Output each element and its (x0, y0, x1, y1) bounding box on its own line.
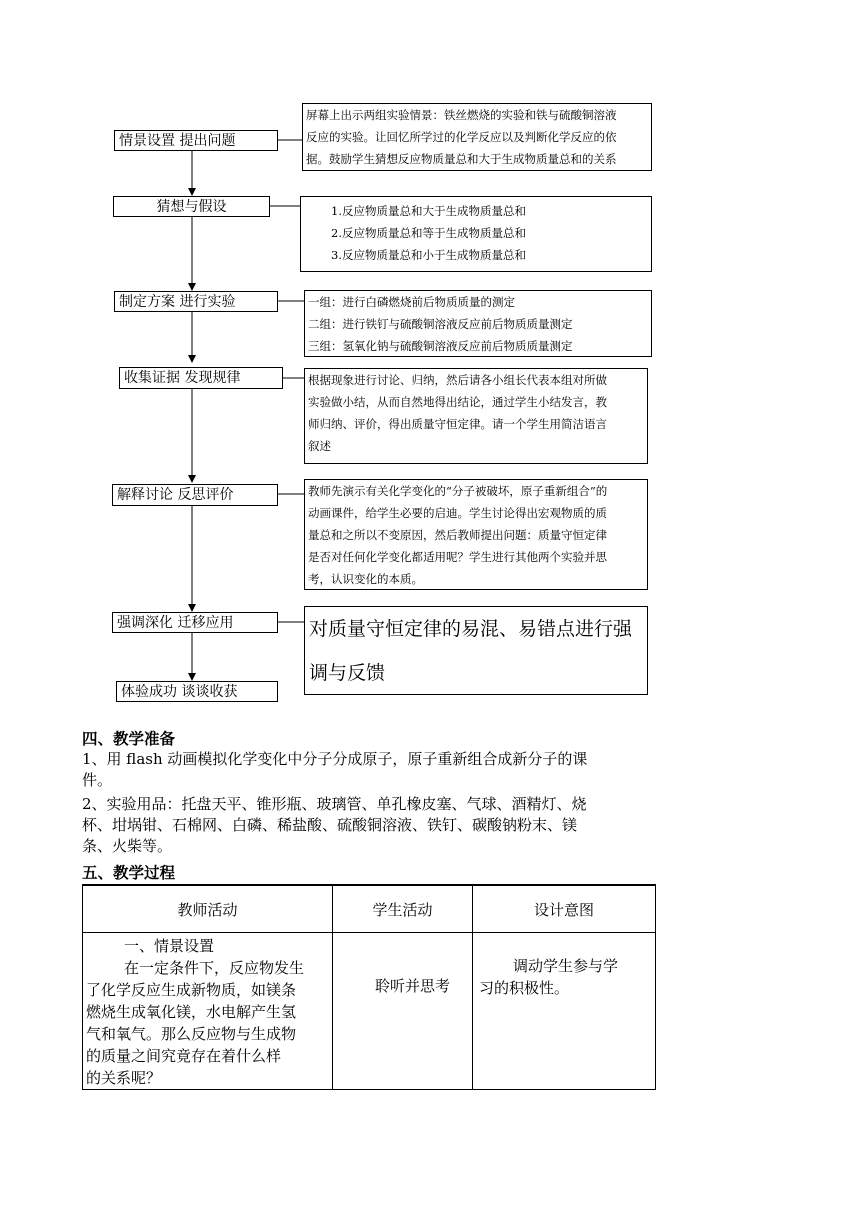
column-header-student: 学生活动 (333, 885, 473, 933)
student-activity-cell: 聆听并思考 (333, 933, 473, 1090)
flow-note-3: 一组：进行白磷燃烧前后物质质量的测定 二组：进行铁钉与硫酸铜溶液反应前后物质质量测定 三组：氢氧化钠与硫酸铜溶液反应前后物质质量测定 (304, 290, 652, 357)
flow-note-6: 对质量守恒定律的易混、易错点进行强 调与反馈 (304, 606, 648, 695)
column-header-intent: 设计意图 (473, 885, 656, 933)
prep-item-2: 2、实验用品：托盘天平、锥形瓶、玻璃管、单孔橡皮塞、气球、酒精灯、烧 杯、坩埚钳、石棉网、白磷、稀盐酸、硫酸铜溶液、铁钉、碳酸钠粉末、镁 条、火柴等。 (82, 795, 587, 855)
flow-step-5: 解释讨论 反思评价 (112, 484, 278, 506)
flow-step-2: 猜想与假设 (113, 196, 270, 217)
flow-step-1: 情景设置 提出问题 (114, 130, 278, 151)
prep-item-1: 1、用 flash 动画模拟化学变化中分子分成原子，原子重新组合成新分子的课 件。 (82, 750, 588, 789)
process-table (82, 884, 656, 1090)
section-heading-process: 五、教学过程 (82, 864, 176, 882)
column-header-teacher: 教师活动 (83, 885, 333, 933)
table-row (83, 933, 656, 1090)
flow-step-7: 体验成功 谈谈收获 (116, 681, 278, 702)
flow-note-1: 屏幕上出示两组实验情景：铁丝燃烧的实验和铁与硫酸铜溶液 反应的实验。让回忆所学过的化学反应以及判断化学反应的依 据。鼓励学生猜想反应物质量总和大于生成物质量总和的关系 (302, 103, 652, 171)
flow-step-6: 强调深化 迁移应用 (112, 612, 278, 633)
flow-step-3: 制定方案 进行实验 (114, 291, 278, 312)
section-heading-prep: 四、教学准备 (82, 730, 176, 748)
flow-note-2: 1.反应物质量总和大于生成物质量总和 2.反应物质量总和等于生成物质量总和 3.反应物质量总和小于生成物质量总和 (300, 196, 652, 272)
flow-note-4: 根据现象进行讨论、归纳，然后请各小组长代表本组对所做 实验做小结，从而自然地得出结论，通过学生小结发言，教 师归纳、评价，得出质量守恒定律。请一个学生用简洁语言 叙述 (304, 368, 648, 464)
flow-note-5: 教师先演示有关化学变化的“分子被破坏，原子重新组合”的 动画课件，给学生必要的启迪。学生讨论得出宏观物质的质 量总和之所以不变原因，然后教师提出问题：质量守恒定律 是否对任何化学变化都适用呢？学生进行其他两个实验并思 考，认识变化的本质。 (304, 479, 648, 590)
flow-step-4: 收集证据 发现规律 (119, 367, 283, 389)
teacher-activity-cell: 一、情景设置 在一定条件下，反应物发生 了化学反应生成新物质，如镁条 燃烧生成氧化镁，水电解产生氢 气和氧气。那么反应物与生成物 的质量之间究竟存在着什么样 的关系呢？ (83, 933, 333, 1090)
teacher-subheading: 一、情景设置 (124, 937, 215, 955)
design-intent-cell: 调动学生参与学 习的积极性。 (473, 933, 656, 1090)
